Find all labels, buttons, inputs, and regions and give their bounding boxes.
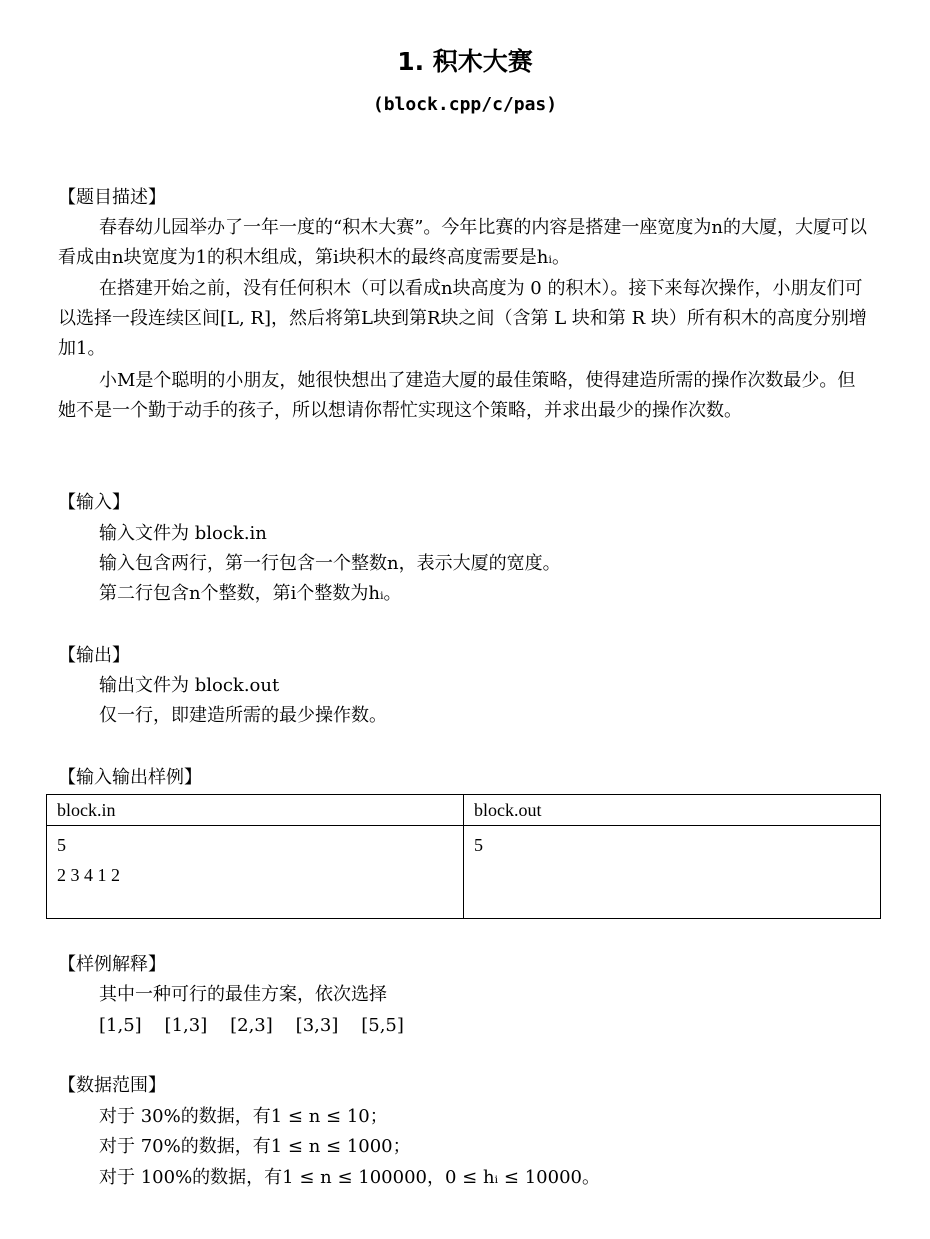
sample-heading: 【输入输出样例】 bbox=[58, 767, 202, 788]
sample-table-body-row bbox=[47, 826, 881, 919]
sample-output-header: block.out bbox=[464, 795, 881, 826]
input-line-2: 输入包含两行，第一行包含一个整数n，表示大厦的宽度。 bbox=[99, 553, 561, 574]
sample-output-line-1: 5 bbox=[474, 835, 483, 855]
problem-title: 1. 积木大赛 bbox=[397, 47, 533, 76]
sample-input-cell bbox=[47, 826, 464, 919]
explain-line-2: [1,5] [1,3] [2,3] [3,3] [5,5] bbox=[99, 1015, 404, 1036]
input-line-3: 第二行包含n个整数，第i个整数为hᵢ。 bbox=[99, 583, 402, 604]
description-paragraph-3: 小M是个聪明的小朋友，她很快想出了建造大厦的最佳策略，使得建造所需的操作次数最少。但她不是一个勤于动手的孩子，所以想请你帮忙实现这个策略，并求出最少的操作次数。 bbox=[58, 370, 856, 421]
input-heading: 【输入】 bbox=[58, 492, 130, 513]
output-line-1: 输出文件为 block.out bbox=[99, 675, 280, 696]
range-line-1: 对于 30%的数据，有1 ≤ n ≤ 10； bbox=[99, 1106, 388, 1127]
problem-file-names: (block.cpp/c/pas) bbox=[372, 94, 558, 115]
sample-input-line-1: 5 bbox=[57, 835, 66, 855]
range-line-2: 对于 70%的数据，有1 ≤ n ≤ 1000； bbox=[99, 1136, 411, 1157]
output-line-2: 仅一行，即建造所需的最少操作数。 bbox=[99, 705, 387, 726]
sample-input-line-2: 2 3 4 1 2 bbox=[57, 865, 120, 885]
output-heading: 【输出】 bbox=[58, 645, 130, 666]
explain-line-1: 其中一种可行的最佳方案，依次选择 bbox=[99, 984, 387, 1005]
description-heading: 【题目描述】 bbox=[58, 187, 166, 208]
sample-output-cell bbox=[464, 826, 881, 919]
description-paragraph-1: 春春幼儿园举办了一年一度的“积木大赛”。今年比赛的内容是搭建一座宽度为n的大厦，大厦可以看成由n块宽度为1的积木组成，第i块积木的最终高度需要是hᵢ。 bbox=[58, 217, 867, 268]
sample-table bbox=[46, 794, 881, 919]
input-line-1: 输入文件为 block.in bbox=[99, 523, 267, 544]
range-line-3: 对于 100%的数据，有1 ≤ n ≤ 100000，0 ≤ hᵢ ≤ 10000。 bbox=[99, 1167, 600, 1188]
sample-table-header-row bbox=[47, 795, 881, 826]
explain-heading: 【样例解释】 bbox=[58, 954, 166, 975]
sample-input-header: block.in bbox=[47, 795, 464, 826]
description-paragraph-2: 在搭建开始之前，没有任何积木（可以看成n块高度为 0 的积木）。接下来每次操作，小朋友们可以选择一段连续区间[L, R]，然后将第L块到第R块之间（含第 L 块和第 R 块）所有积木的高度分别增加1。 bbox=[58, 278, 867, 359]
range-heading: 【数据范围】 bbox=[58, 1075, 166, 1096]
